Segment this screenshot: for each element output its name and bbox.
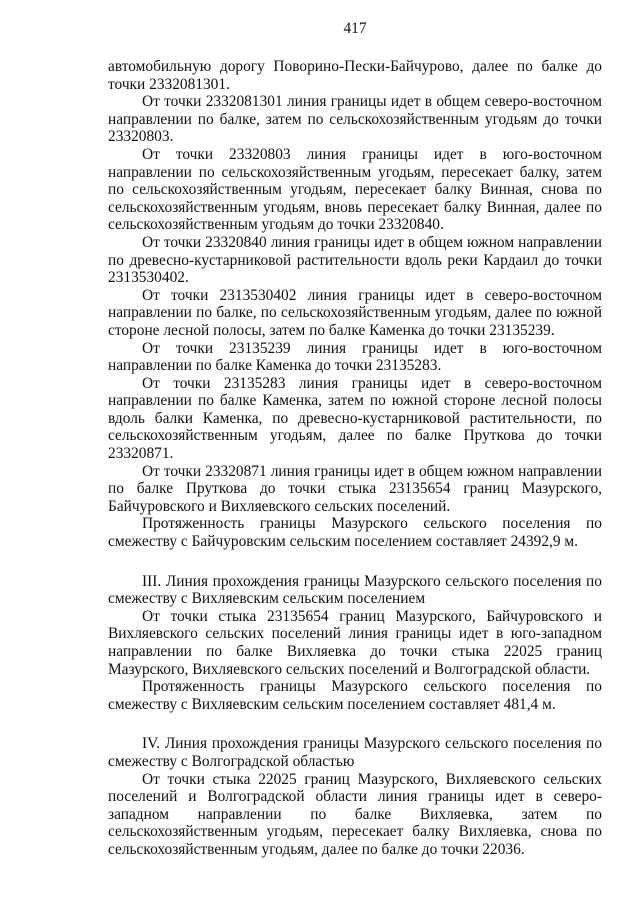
paragraph: От точки 2313530402 линия границы идет в северо-восточном направлении по балке, по сельскохозяйственным угодьям, далее по южной стороне лесной полосы, затем по балке Каменка до точки 23135239. <box>108 286 602 339</box>
paragraph: От точки стыка 23135654 границ Мазурского, Байчуровского и Вихляевского сельских поселений линия границы идет в юго-западном направлении по балке Вихляевка до точки стыка 22025 границ Мазурского, Вихляевского сельских поселений и Волгоградской области. <box>108 607 602 678</box>
section-heading: III. Линия прохождения границы Мазурского сельского поселения по смежеству с Вихляевским сельским поселением <box>108 572 602 608</box>
paragraph-length-summary: Протяженность границы Мазурского сельского поселения по смежеству с Байчуровским сельским поселением составляет 24392,9 м. <box>108 515 602 551</box>
section-gap <box>108 713 602 735</box>
paragraph-length-summary: Протяженность границы Мазурского сельского поселения по смежеству с Вихляевским сельским поселением составляет 481,4 м. <box>108 678 602 713</box>
paragraph: От точки 2332081301 линия границы идет в общем северо-восточном направлении по балке, затем по сельскохозяйственным угодьям до точки 23320803. <box>108 93 602 146</box>
paragraph: От точки 23135283 линия границы идет в северо-восточном направлении по балке Каменка, затем по южной стороне лесной полосы вдоль балки Каменка, по древесно-кустарниковой растительности, по сельскохозяйственным угодьям, далее по балке Пруткова до точки 23320871. <box>108 374 602 463</box>
paragraph: От точки 23135239 линия границы идет в юго-восточном направлении по балке Каменка до точки 23135283. <box>108 339 602 375</box>
paragraph: От точки стыка 22025 границ Мазурского, Вихляевского сельских поселений и Волгоградской области линия границы идет в северо-западном направлении по балке Вихляевка, затем по сельскохозяйственным угодьям, пересекает балку Вихляевка, снова по сельскохозяйственным угодьям, далее по балке до точки 22036. <box>108 770 602 858</box>
paragraph: автомобильную дорогу Поворино-Пески-Байчурово, далее по балке до точки 2332081301. <box>108 58 602 93</box>
paragraph: От точки 23320840 линия границы идет в общем южном направлении по древесно-кустарниковой растительности вдоль реки Кардаил до точки 2313530402. <box>108 233 602 287</box>
section-gap <box>108 551 602 573</box>
section-heading: IV. Линия прохождения границы Мазурского сельского поселения по смежеству с Волгоградской областью <box>108 735 602 770</box>
section-2-continuation <box>108 58 602 551</box>
paragraph: От точки 23320871 линия границы идет в общем южном направлении по балке Пруткова до точки стыка 23135654 границ Мазурского, Байчуровского и Вихляевского сельских поселений. <box>108 462 602 515</box>
section-3 <box>108 573 602 714</box>
paragraph: От точки 23320803 линия границы идет в юго-восточном направлении по сельскохозяйственным угодьям, пересекает балку, затем по сельскохозяйственным угодьям, пересекает балку Винная, снова по сельскохозяйственным угодьям, вновь пересекает балку Винная, далее по сельскохозяйственным угодьям до точки 23320840. <box>108 145 602 234</box>
page-number: 417 <box>343 20 367 37</box>
section-4 <box>108 735 602 858</box>
